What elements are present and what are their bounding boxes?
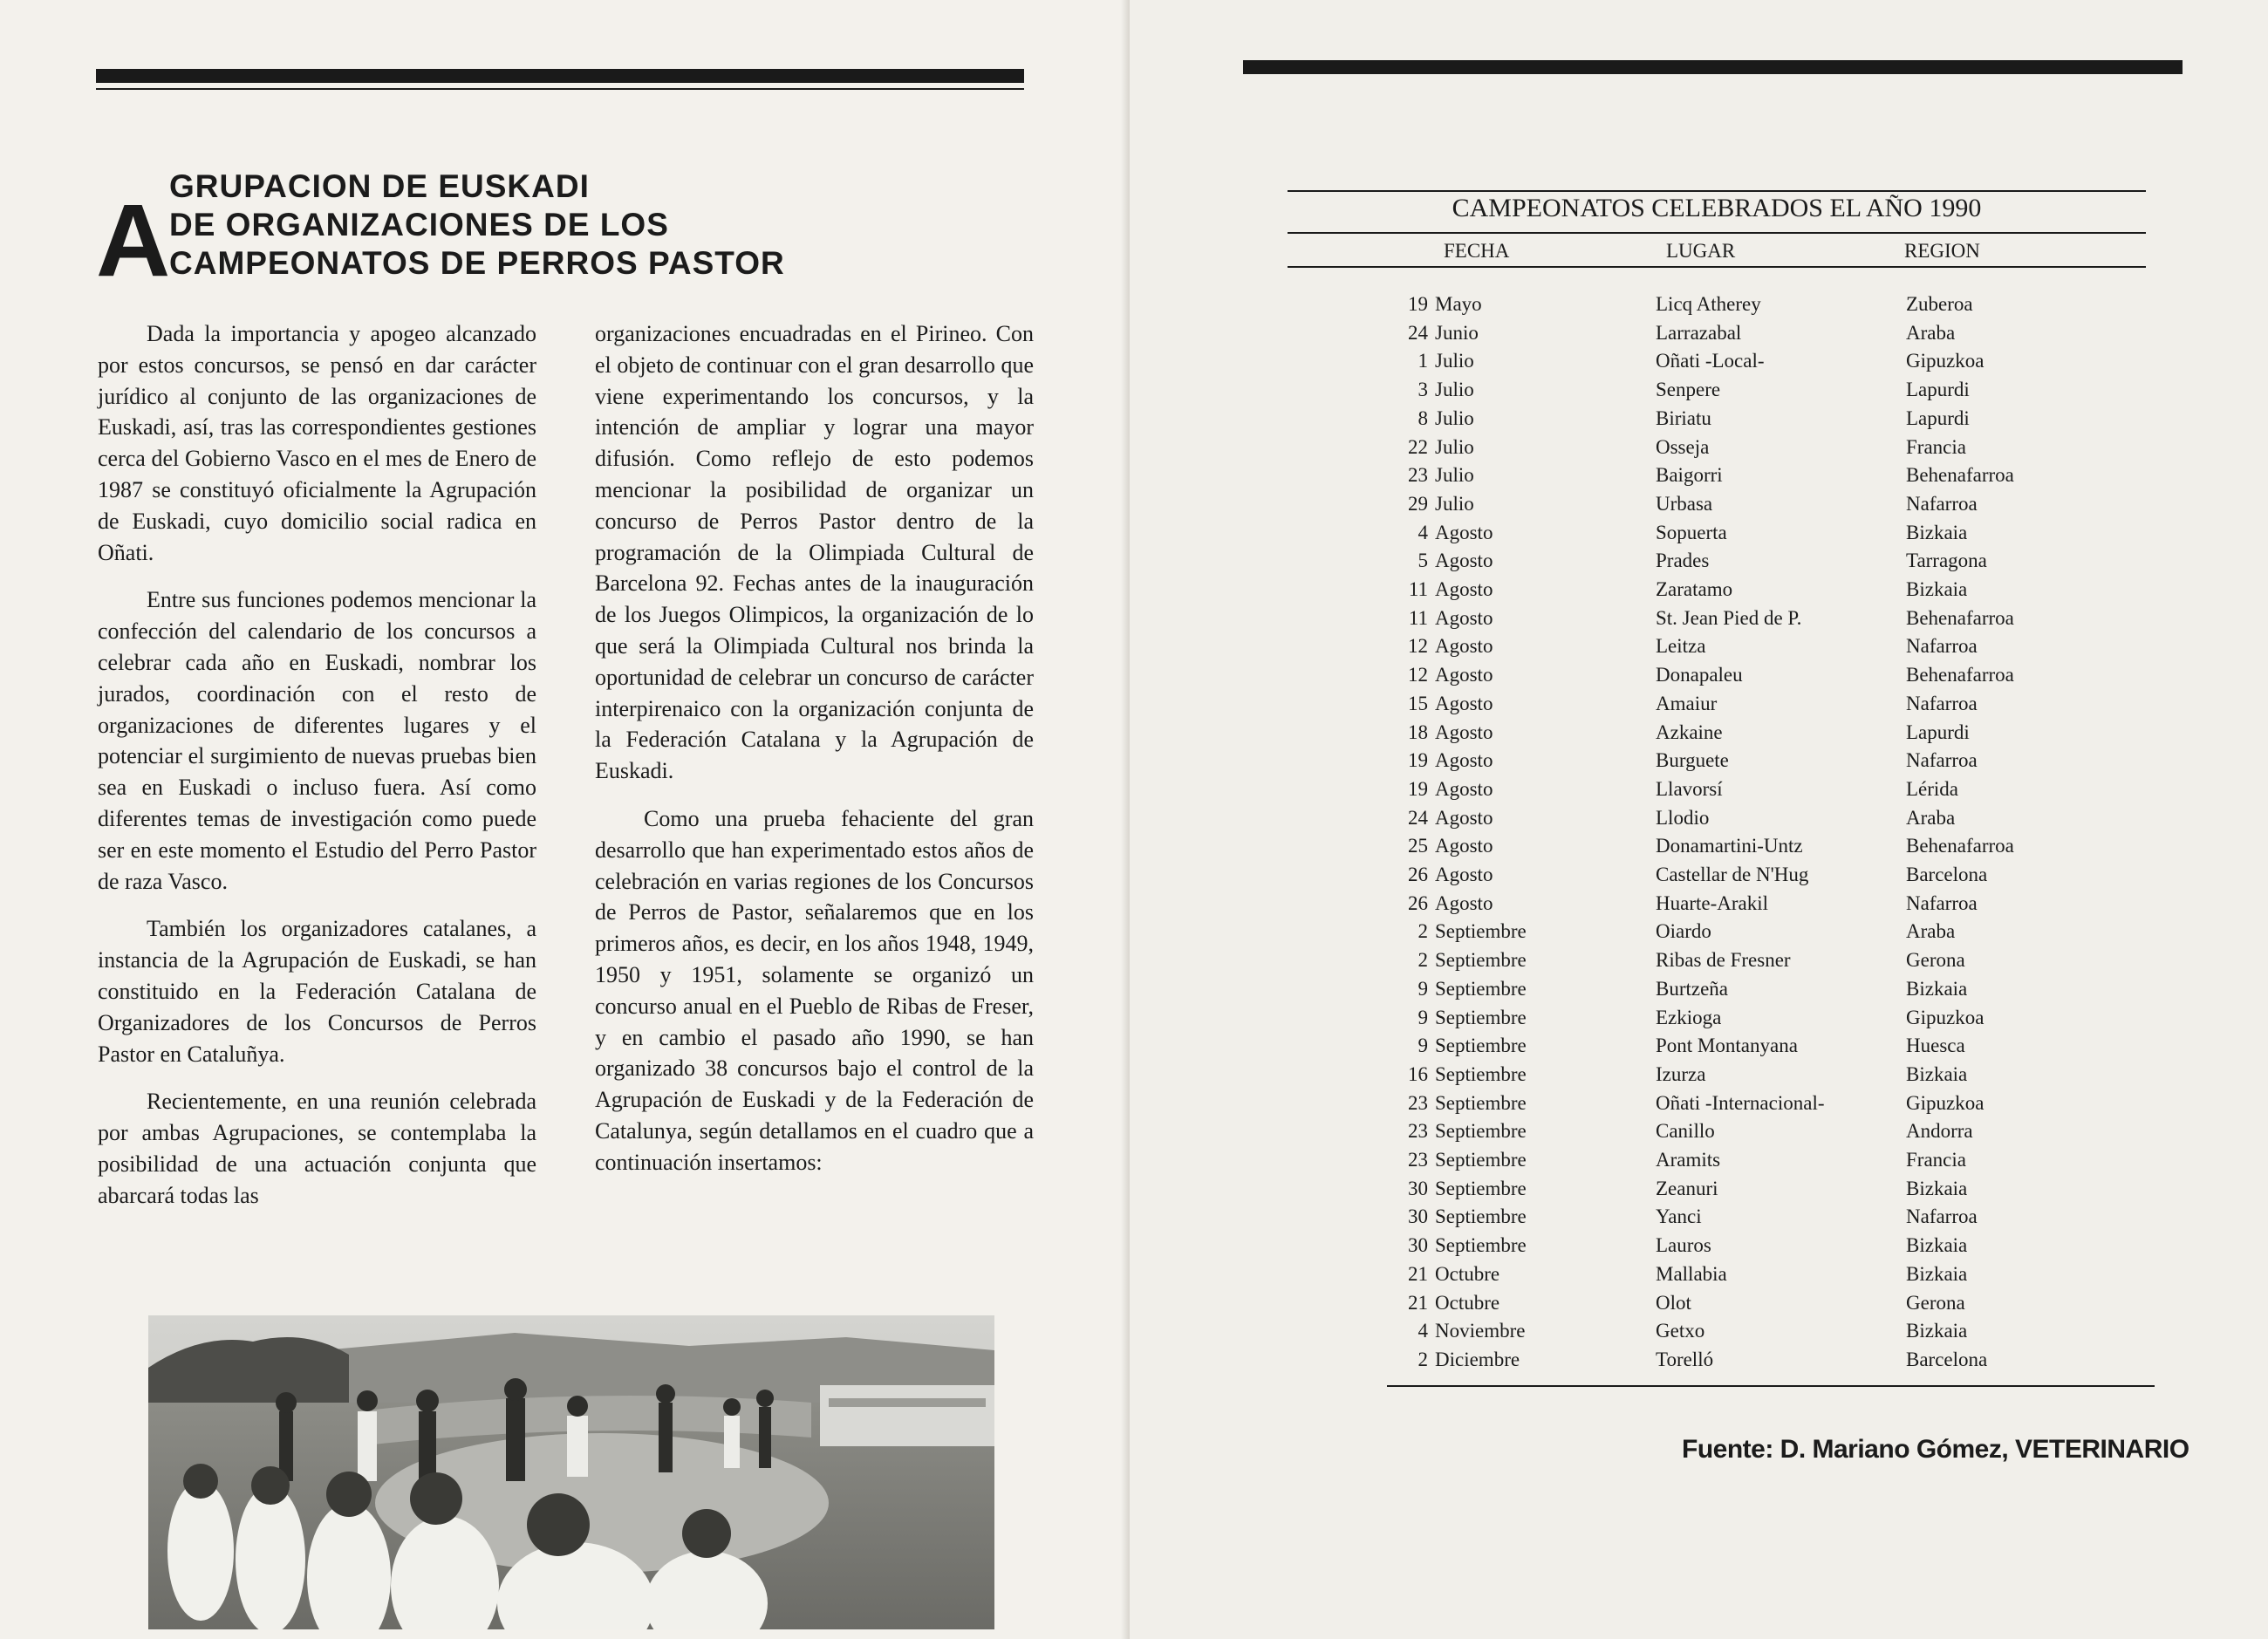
- place-cell: Getxo: [1656, 1320, 1705, 1342]
- day-cell: 18: [1408, 720, 1428, 743]
- headline-line-1: GRUPACION DE EUSKADI: [169, 168, 590, 204]
- table-row: [1130, 635, 2268, 663]
- table-row: [1130, 550, 2268, 577]
- place-cell: Castellar de N'Hug: [1656, 864, 1809, 885]
- region-cell: Nafarroa: [1906, 492, 1978, 515]
- table-row: [1130, 1120, 2268, 1148]
- region-cell: Behenafarroa: [1906, 835, 2014, 857]
- place-cell: Zaratamo: [1656, 578, 1733, 600]
- region-cell: Nafarroa: [1906, 692, 1978, 714]
- month-cell: Agosto: [1435, 891, 1493, 914]
- month-cell: Septiembre: [1435, 1091, 1527, 1114]
- place-cell: Urbasa: [1656, 492, 1713, 515]
- day-cell: 29: [1408, 492, 1428, 515]
- day-cell: 25: [1408, 835, 1428, 857]
- region-cell: Francia: [1906, 435, 1966, 458]
- month-cell: Julio: [1435, 379, 1474, 401]
- paragraph: Entre sus funciones podemos mencionar la confección del calendario de los concursos a celebrar cada año en Euskadi, nombrar los jurados, coordinación con el resto de organizaciones de diferentes lugares y el potenciar el surgimiento de nuevas pruebas bien sea en Euskadi o incluso fuera. Así como diferentes temas de investigación como puede ser en este momento el Estudio del Perro Pastor de raza Vasco.: [98, 587, 536, 894]
- date-cell: [1393, 1178, 1805, 1200]
- place-cell: Licq Atherey: [1656, 293, 1761, 315]
- day-cell: 21: [1408, 1262, 1428, 1285]
- date-cell: [1393, 693, 1805, 715]
- month-cell: Agosto: [1435, 777, 1493, 800]
- day-cell: 19: [1408, 293, 1428, 315]
- month-cell: Julio: [1435, 464, 1474, 487]
- top-thin-rule: [96, 88, 1024, 90]
- date-cell: [1393, 322, 1805, 345]
- month-cell: Septiembre: [1435, 1062, 1527, 1085]
- table-row: [1130, 493, 2268, 521]
- region-cell: Zuberoa: [1906, 293, 1973, 315]
- table-row: [1130, 1263, 2268, 1291]
- left-page: [0, 0, 1130, 1639]
- place-cell: Ribas de Fresner: [1656, 949, 1791, 972]
- date-cell: [1393, 1149, 1805, 1171]
- month-cell: Septiembre: [1435, 949, 1527, 972]
- header-lugar: LUGAR: [1666, 240, 1736, 262]
- region-cell: Bizkaia: [1906, 1320, 1968, 1342]
- month-cell: Agosto: [1435, 550, 1493, 572]
- date-cell: [1393, 1263, 1805, 1286]
- day-cell: 11: [1408, 606, 1428, 629]
- place-cell: Oñati -Local-: [1656, 350, 1765, 372]
- header-fecha: FECHA: [1444, 240, 1510, 262]
- day-cell: 26: [1408, 891, 1428, 914]
- month-cell: Septiembre: [1435, 1205, 1527, 1228]
- article-headline: [96, 167, 881, 298]
- table-row: [1130, 464, 2268, 492]
- table-row: [1130, 693, 2268, 720]
- date-cell: [1393, 1063, 1805, 1086]
- region-cell: Araba: [1906, 920, 1956, 943]
- table-row: [1130, 379, 2268, 406]
- month-cell: Agosto: [1435, 720, 1493, 743]
- month-cell: Septiembre: [1435, 977, 1527, 1000]
- region-cell: Behenafarroa: [1906, 464, 2014, 487]
- day-cell: 21: [1408, 1291, 1428, 1314]
- table-header-rule: [1288, 266, 2146, 268]
- day-cell: 26: [1408, 864, 1428, 885]
- month-cell: Septiembre: [1435, 1035, 1527, 1057]
- region-cell: Tarragona: [1906, 550, 1987, 572]
- day-cell: 23: [1408, 1149, 1428, 1171]
- table-row: [1130, 920, 2268, 948]
- place-cell: St. Jean Pied de P.: [1656, 606, 1802, 629]
- date-cell: [1393, 664, 1805, 686]
- day-cell: 5: [1418, 550, 1428, 572]
- place-cell: Yanci: [1656, 1205, 1702, 1228]
- place-cell: Pont Montanyana: [1656, 1035, 1798, 1057]
- table-row: [1130, 1035, 2268, 1062]
- date-cell: [1393, 978, 1805, 1000]
- top-thick-rule: [96, 69, 1024, 83]
- table-row: [1130, 1092, 2268, 1120]
- table-row: [1130, 436, 2268, 464]
- month-cell: Julio: [1435, 406, 1474, 429]
- region-cell: Araba: [1906, 321, 1956, 344]
- place-cell: Donamartini-Untz: [1656, 835, 1803, 857]
- region-cell: Bizkaia: [1906, 1262, 1968, 1285]
- date-cell: [1393, 464, 1805, 487]
- table-row: [1130, 1063, 2268, 1091]
- place-cell: Prades: [1656, 550, 1710, 572]
- place-cell: Huarte-Arakil: [1656, 891, 1768, 914]
- date-cell: [1393, 407, 1805, 430]
- place-cell: Azkaine: [1656, 720, 1723, 743]
- day-cell: 30: [1408, 1177, 1428, 1199]
- region-cell: Bizkaia: [1906, 1234, 1968, 1257]
- month-cell: Junio: [1435, 321, 1479, 344]
- day-cell: 23: [1408, 1091, 1428, 1114]
- table-bottom-rule: [1387, 1385, 2155, 1387]
- table-row: [1130, 1349, 2268, 1376]
- region-cell: Nafarroa: [1906, 635, 1978, 658]
- region-cell: Behenafarroa: [1906, 606, 2014, 629]
- month-cell: Mayo: [1435, 293, 1482, 315]
- table-row: [1130, 978, 2268, 1006]
- month-cell: Septiembre: [1435, 1177, 1527, 1199]
- date-cell: [1393, 721, 1805, 744]
- month-cell: Agosto: [1435, 806, 1493, 829]
- table-title-rule: [1288, 232, 2146, 234]
- date-cell: [1393, 749, 1805, 772]
- region-cell: Bizkaia: [1906, 1177, 1968, 1199]
- place-cell: Amaiur: [1656, 692, 1718, 714]
- day-cell: 2: [1418, 1348, 1428, 1370]
- month-cell: Agosto: [1435, 749, 1493, 772]
- place-cell: Burguete: [1656, 749, 1729, 772]
- place-cell: Zeanuri: [1656, 1177, 1718, 1199]
- table-row: [1130, 1007, 2268, 1035]
- day-cell: 9: [1418, 1035, 1428, 1057]
- date-cell: [1393, 1007, 1805, 1029]
- region-cell: Bizkaia: [1906, 1062, 1968, 1085]
- place-cell: Burtzeña: [1656, 977, 1729, 1000]
- table-row: [1130, 664, 2268, 692]
- day-cell: 15: [1408, 692, 1428, 714]
- table-title: CAMPEONATOS CELEBRADOS EL AÑO 1990: [1452, 194, 1982, 222]
- place-cell: Torelló: [1656, 1348, 1714, 1370]
- date-cell: [1393, 1234, 1805, 1257]
- day-cell: 23: [1408, 1120, 1428, 1143]
- place-cell: Mallabia: [1656, 1262, 1727, 1285]
- drop-cap: A: [96, 183, 171, 298]
- place-cell: Donapaleu: [1656, 664, 1743, 686]
- date-cell: [1393, 1320, 1805, 1342]
- month-cell: Agosto: [1435, 521, 1493, 543]
- header-region: REGION: [1904, 240, 1980, 262]
- paragraph: organizaciones encuadradas en el Pirineo. Con el objeto de continuar con el gran desarrollo que viene experimentando los concursos, y la intención de ampliar y lograr una mayor difusión. Como reflejo de esto podemos mencionar la posibilidad de organizar un concurso de Perros Pastor dentro de la programación de la Olimpiada Cultural de Barcelona 92. Fechas antes de la inauguración de los Juegos Olimpicos, la organización de lo que será la Olimpiada Cultural nos brinda la oportunidad de celebrar un concurso de carácter interpirenaico con la organización conjunta de la Federación Catalana y la Agrupación de Euskadi.: [595, 321, 1034, 784]
- month-cell: Septiembre: [1435, 920, 1527, 943]
- month-cell: Agosto: [1435, 664, 1493, 686]
- table-row: [1130, 807, 2268, 835]
- day-cell: 3: [1418, 379, 1428, 401]
- date-cell: [1393, 778, 1805, 801]
- day-cell: 19: [1408, 749, 1428, 772]
- event-photo: [148, 1315, 994, 1629]
- day-cell: 24: [1408, 321, 1428, 344]
- right-page: [1130, 0, 2268, 1639]
- region-cell: Francia: [1906, 1149, 1966, 1171]
- day-cell: 8: [1418, 406, 1428, 429]
- place-cell: Lauros: [1656, 1234, 1711, 1257]
- region-cell: Lapurdi: [1906, 379, 1970, 401]
- region-cell: Araba: [1906, 806, 1956, 829]
- place-cell: Senpere: [1656, 379, 1721, 401]
- month-cell: Julio: [1435, 435, 1474, 458]
- place-cell: Larrazabal: [1656, 321, 1742, 344]
- region-cell: Bizkaia: [1906, 977, 1968, 1000]
- month-cell: Julio: [1435, 350, 1474, 372]
- headline-line-2: DE ORGANIZACIONES DE LOS: [169, 207, 669, 242]
- day-cell: 1: [1418, 350, 1428, 372]
- month-cell: Agosto: [1435, 578, 1493, 600]
- date-cell: [1393, 379, 1805, 401]
- month-cell: Diciembre: [1435, 1348, 1520, 1370]
- date-cell: [1393, 1349, 1805, 1371]
- table-row: [1130, 1205, 2268, 1233]
- date-cell: [1393, 920, 1805, 943]
- region-cell: Lapurdi: [1906, 720, 1970, 743]
- region-cell: Gipuzkoa: [1906, 1091, 1984, 1114]
- place-cell: Oñati -Internacional-: [1656, 1091, 1825, 1114]
- region-cell: Gerona: [1906, 949, 1965, 972]
- day-cell: 9: [1418, 1006, 1428, 1028]
- day-cell: 12: [1408, 664, 1428, 686]
- table-row: [1130, 607, 2268, 635]
- region-cell: Nafarroa: [1906, 891, 1978, 914]
- table-row: [1130, 522, 2268, 550]
- month-cell: Agosto: [1435, 635, 1493, 658]
- headline-line-3: CAMPEONATOS DE PERROS PASTOR: [169, 245, 785, 281]
- month-cell: Septiembre: [1435, 1234, 1527, 1257]
- place-cell: Llavorsí: [1656, 777, 1723, 800]
- day-cell: 23: [1408, 464, 1428, 487]
- place-cell: Baigorri: [1656, 464, 1723, 487]
- day-cell: 9: [1418, 977, 1428, 1000]
- day-cell: 19: [1408, 777, 1428, 800]
- table-row: [1130, 835, 2268, 863]
- photo-illustration: [148, 1315, 994, 1629]
- table-top-rule: [1288, 190, 2146, 192]
- table-row: [1130, 293, 2268, 321]
- month-cell: Agosto: [1435, 835, 1493, 857]
- table-row: [1130, 1178, 2268, 1205]
- table-row: [1130, 578, 2268, 606]
- table-row: [1130, 1149, 2268, 1177]
- month-cell: Octubre: [1435, 1291, 1500, 1314]
- table-row: [1130, 322, 2268, 350]
- table-row: [1130, 721, 2268, 749]
- month-cell: Septiembre: [1435, 1120, 1527, 1143]
- place-cell: Canillo: [1656, 1120, 1715, 1143]
- place-cell: Oiardo: [1656, 920, 1711, 943]
- table-row: [1130, 864, 2268, 891]
- region-cell: Lapurdi: [1906, 406, 1970, 429]
- month-cell: Julio: [1435, 492, 1474, 515]
- region-cell: Nafarroa: [1906, 749, 1978, 772]
- day-cell: 2: [1418, 949, 1428, 972]
- table-row: [1130, 1234, 2268, 1262]
- place-cell: Ezkioga: [1656, 1006, 1722, 1028]
- region-cell: Andorra: [1906, 1120, 1973, 1143]
- region-cell: Nafarroa: [1906, 1205, 1978, 1228]
- region-cell: Barcelona: [1906, 1348, 1988, 1370]
- day-cell: 24: [1408, 806, 1428, 829]
- table-row: [1130, 749, 2268, 777]
- day-cell: 16: [1408, 1062, 1428, 1085]
- day-cell: 4: [1418, 1320, 1428, 1342]
- date-cell: [1393, 493, 1805, 516]
- place-cell: Olot: [1656, 1291, 1691, 1314]
- day-cell: 2: [1418, 920, 1428, 943]
- date-cell: [1393, 1292, 1805, 1315]
- region-cell: Gipuzkoa: [1906, 350, 1984, 372]
- table-row: [1130, 350, 2268, 378]
- month-cell: Septiembre: [1435, 1006, 1527, 1028]
- region-cell: Barcelona: [1906, 864, 1988, 885]
- day-cell: 22: [1408, 435, 1428, 458]
- paragraph: Dada la importancia y apogeo alcanzado por estos concursos, se pensó en dar carácter jurídico al conjunto de las organizaciones de Euskadi, así, tras las correspondientes gestiones cerca del Gobierno Vasco en el mes de Enero de 1987 se constituyó oficialmente la Agrupación de Euskadi, cuyo domicilio social radica en Oñati.: [98, 321, 536, 565]
- region-cell: Gerona: [1906, 1291, 1965, 1314]
- month-cell: Agosto: [1435, 606, 1493, 629]
- day-cell: 11: [1408, 578, 1428, 600]
- table-row: [1130, 1320, 2268, 1348]
- region-cell: Bizkaia: [1906, 578, 1968, 600]
- paragraph: Como una prueba fehaciente del gran desarrollo que han experimentado estos años de celebración en varias regiones de los Concursos de Perros de Pastor, señalaremos que en los primeros años, es decir, en los años 1948, 1949, 1950 y 1951, solamente se organizó un concurso anual en el Pueblo de Ribas de Freser, y en cambio el pasado año 1990, se han organizado 38 concursos bajo el control de la Agrupación de Euskadi y de la Federación de Catalunya, según detallamos en el cuadro que a continuación insertamos:: [595, 805, 1034, 1175]
- region-cell: Huesca: [1906, 1035, 1965, 1057]
- table-row: [1130, 407, 2268, 435]
- table-row: [1130, 1292, 2268, 1320]
- date-cell: [1393, 1120, 1805, 1143]
- day-cell: 30: [1408, 1234, 1428, 1257]
- table-row: [1130, 778, 2268, 806]
- month-cell: Octubre: [1435, 1262, 1500, 1285]
- paragraph: Recientemente, en una reunión celebrada por ambas Agrupaciones, se contemplaba la posibilidad de una actuación conjunta que abarcará todas las: [98, 1089, 536, 1208]
- date-cell: [1393, 578, 1805, 601]
- month-cell: Septiembre: [1435, 1149, 1527, 1171]
- top-thick-rule: [1243, 60, 2183, 74]
- table-row: [1130, 949, 2268, 977]
- place-cell: Osseja: [1656, 435, 1710, 458]
- day-cell: 30: [1408, 1205, 1428, 1228]
- date-cell: [1393, 635, 1805, 658]
- place-cell: Leitza: [1656, 635, 1706, 658]
- article-column-2: [595, 318, 1034, 1195]
- day-cell: 4: [1418, 521, 1428, 543]
- paragraph: También los organizadores catalanes, a instancia de la Agrupación de Euskadi, se han constituido en la Federación Catalana de Organizadores de los Concursos de Perros Pastor en Cataluñya.: [98, 916, 536, 1067]
- date-cell: [1393, 436, 1805, 459]
- place-cell: Llodio: [1656, 806, 1710, 829]
- month-cell: Noviembre: [1435, 1320, 1526, 1342]
- table-source: Fuente: D. Mariano Gómez, VETERINARIO: [1682, 1435, 2189, 1464]
- region-cell: Lérida: [1906, 777, 1959, 800]
- region-cell: Bizkaia: [1906, 521, 1968, 543]
- month-cell: Agosto: [1435, 692, 1493, 714]
- region-cell: Behenafarroa: [1906, 664, 2014, 686]
- date-cell: [1393, 522, 1805, 544]
- table-row: [1130, 892, 2268, 920]
- place-cell: Biriatu: [1656, 406, 1711, 429]
- place-cell: Sopuerta: [1656, 521, 1727, 543]
- place-cell: Aramits: [1656, 1149, 1721, 1171]
- region-cell: Gipuzkoa: [1906, 1006, 1984, 1028]
- date-cell: [1393, 1205, 1805, 1228]
- month-cell: Agosto: [1435, 864, 1493, 885]
- date-cell: [1393, 807, 1805, 830]
- article-column-1: [98, 318, 536, 1228]
- place-cell: Izurza: [1656, 1062, 1706, 1085]
- day-cell: 12: [1408, 635, 1428, 658]
- date-cell: [1393, 550, 1805, 572]
